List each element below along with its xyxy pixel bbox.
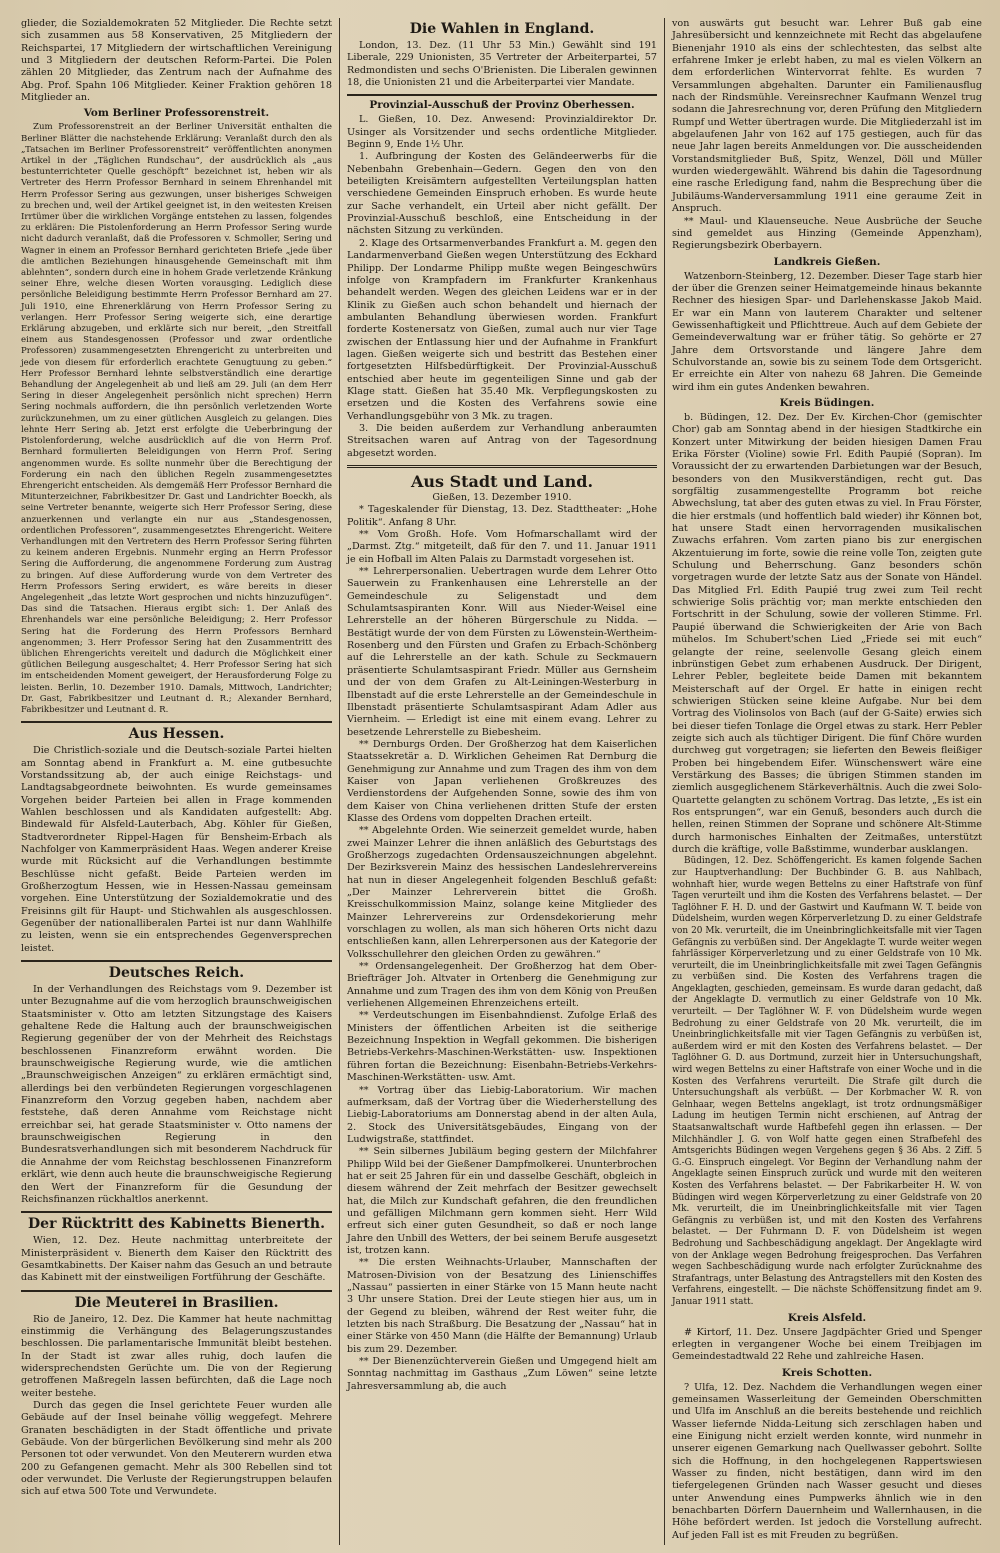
news-dernburgs-orden: ** Dernburgs Orden. Der Großherzog hat dem Kaiserlichen Staatssekretär a. D. Wirklichen Geheimen Rat Dernburg die Genehmigung zur Annahme und zum Tragen des ihm von dem Kaiser von Japan verliehenen Großkreuzes des Verdienstordens der Aufgehenden Sonne, sowie des ihm von dem Kaiser von China verliehenen dritten Stufe der ersten Klasse des Ordens vom doppelten Drachen erteilt. [347,738,657,824]
heading-kreis-schotten: Kreis Schotten. [781,1366,873,1379]
news-ordensangelegenheit: ** Ordensangelegenheit. Der Großherzog hat dem Ober-Briefträger Joh. Altvater in Ortenberg die Genehmigung zur Annahme und zum Tragen des ihm von dem König von Preußen verliehenen Allgemeinen Ehrenzeichens erteilt. [347,961,657,1010]
news-liebig-vortrag: ** Vortrag über das Liebig-Laboratorium. Wir machen aufmerksam, daß der Vortrag über die Wiederherstellung des Liebig-Laboratoriums am Donnerstag abend in der alten Aula, 2. Stock des Universitätsgebäudes, Eingang von der Ludwigstraße, stattfindet. [347,1084,657,1145]
column-middle [339,18,664,1545]
column-right [664,18,989,1545]
meuterei-brasilien-text-1: Rio de Janeiro, 12. Dez. Die Kammer hat heute nachmittag einstimmig die Verhängung des Belagerungszustandes beschlossen. Die parlamentarische Immunität bleibt bestehen. In der Stadt ist zwar alles ruhig, doch laufen die widersprechendsten Gerüchte um. Die von der Regierung getroffenen Maßregeln lassen befürchten, daß die Lage noch weiter bestehe. [21,1313,332,1399]
news-watzenborn: Watzenborn-Steinberg, 12. Dezember. Dieser Tage starb hier der über die Grenzen seiner Heimatgemeinde hinaus bekannte Rechner des hiesigen Spar- und Darlehenskasse Jakob Maid. Er war ein Mann von lauterem Charakter und seltener Gewissenhaftigkeit und Pflichttreue. Auch auf dem Gebiete der Gemeindeverwaltung war er früher tätig. So gehörte er 27 Jahre dem Ortsvorstande und längere Jahre dem Schulvorstande an, sowie bis zu seinem Tode dem Ortsgericht. Er erreichte ein Alter von nahezu 68 Jahren. Die Gemeinde wird ihm ein gutes Andenken bewahren. [672,270,982,393]
news-weihnachts-urlauber: ** Die ersten Weihnachts-Urlauber, Mannschaften der Matrosen-Division von der Besatzung des Linienschiffes „Nassau“ passierten in einer Stärke von 15 Mann heute nacht 3 Uhr unsere Station. Drei der Leute stiegen hier aus, um in der Gegend zu bleiben, während der Rest weiter fuhr, die letzten bis nach Straßburg. Die Besatzung der „Nassau“ hat in einer Stärke von 450 Mann (die Hälfte der Bemannung) Urlaub bis zum 29. Dezember. [347,1257,657,1355]
heading-stadt-und-land: Aus Stadt und Land. [410,472,594,491]
news-jubilaeum: ** Sein silbernes Jubiläum beging gestern der Milchfahrer Philipp Wild bei der Gießener Dampfmolkerei. Ununterbrochen hat er seit 25 Jahren für ein und dasselbe Geschäft, obgleich in diesem während der Zeit mehrfach der Besitzer gewechselt hat, die Milch zur Kundschaft gefahren, die den freundlichen und gefälligen Milchmann gern kommen sieht. Herr Wild erfreut sich einer guten Gesundheit, so daß er noch lange Jahre den Unbill des Wetters, der bei seinem Berufe ausgesetzt ist, trotzen kann. [347,1146,657,1256]
news-kirtorf: # Kirtorf, 11. Dez. Unsere Jagdpächter Gried und Spenger erlegten in vergangener Woche bei einem Treibjagen im Gemeindestadtwald 22 Rehe und zahlreiche Hasen. [672,1326,982,1363]
heading-meuterei-brasilien: Die Meuterei in Brasilien. [74,1294,279,1311]
kabinett-bienerth-text: Wien, 12. Dez. Heute nachmittag unterbreitete der Ministerpräsident v. Bienerth dem Kaiser den Rücktritt des Gesamtkabinetts. Der Kaiser nahm das Gesuch an und betraute das Kabinett mit der einstweiligen Fortführung der Geschäfte. [21,1235,332,1284]
heading-aus-hessen: Aus Hessen. [128,726,225,743]
heading-wahlen-england: Die Wahlen in England. [409,21,595,37]
heading-landkreis-giessen: Landkreis Gießen. [773,255,881,268]
deutsches-reich-text: In der Verhandlungen des Reichstags vom 9. Dezember ist unter Bezugnahme auf die vom herzoglich braunschweigischen Staatsminister v. Otto am letzten Sitzungstage des Kaisers gehaltene Rede die Haltung auch der braunschweigischen Regierung gegenüber der von der Mehrheit des Reichstags beschlossenen Finanzreform erwähnt worden. Die braunschweigische Regierung wurde, wie die amtlichen „Braunschweigischen Anzeigen“ zu erklären ermächtigt sind, allerdings bei den verbündeten Regierungen vorgeschlagenen Finanzreform den Vorzug gegeben haben, nachdem aber feststehe, daß deren Annahme vom Reichstage nicht erreichbar sei, hat gerade Staatsminister v. Otto namens der braunschweigischen Regierung in den Bundesratsverhandlungen sich mit besonderem Nachdruck für die Annahme der vom Reichstag beschlossenen Finanzreform erklärt, wie denn auch heute die braunschweigische Regierung den Wert der Finanzreform für die Gesundung der Reichsfinanzen rückhaltlos anerkennt. [21,984,332,1205]
section-divider [21,721,332,723]
bienenzuechter-cont: von auswärts gut besucht war. Lehrer Buß gab eine Jahresübersicht und kennzeichnete mit Recht das abgelaufene Bienenjahr 1910 als eins der schlechtesten, das selbst alte erfahrene Imker je erlebt haben, zu mal es vielen Völkern an dem erforderlichen Wintervorrat fehlte. Es wurden 7 Versammlungen abgehalten. Darunter ein Familienausflug nach der Rindsmühle. Vereinsrechner Kaufmann Wenzel trug sodann die Jahresrechnung vor, deren Prüfung den Mitgliedern Rumpf und Wetter übertragen wurde. Die Mitgliederzahl ist im abgelaufenen Jahr von 162 auf 175 gestiegen, auch für das neue Jahr lagen bereits Anmeldungen vor. Die ausscheidenden Vorstandsmitglieder Buß, Spitz, Wenzel, Döll und Müller wurden wiedergewählt. Während bis dahin die Tagesordnung eine rasche Erledigung fand, nahm die Besprechung über die Jubiläums-Wanderversammlung 1911 eine geraume Zeit in Anspruch. [672,18,982,215]
news-lehrerpersonalien: ** Lehrerpersonalien. Uebertragen wurde dem Lehrer Otto Sauerwein zu Frankenhausen eine Lehrerstelle an der Gemeindeschule zu Seligenstadt und dem Schulamtsaspiranten Konr. Will aus Nieder-Weisel eine Lehrerstelle an der höheren Bürgerschule zu Nidda. — Bestätigt wurde der von dem Fürsten zu Löwenstein-Wertheim-Rosenberg und den Fürsten und Grafen zu Erbach-Schönberg auf die Lehrerstelle an der kath. Schule zu Seckmauern präsentierte Schulamtsaspirant Friedr. Müller aus Gernsheim und der von dem Grafen zu Alt-Leiningen-Westerburg in Ilbenstadt auf die erste Lehrerstelle an der Gemeindeschule in Ilbenstadt präsentierte Schulamtsaspirant Adam Adler aus Viernheim. — Erledigt ist eine mit einem evang. Lehrer zu besetzende Lehrerstelle zu Biebesheim. [347,566,657,738]
section-divider [21,1290,332,1292]
news-maul-klauenseuche: ** Maul- und Klauenseuche. Neue Ausbrüche der Seuche sind gemeldet aus Hinzing (Gemeinde Appenzham), Regierungsbezirk Oberbayern. [672,215,982,252]
news-abgelehnte-orden: ** Abgelehnte Orden. Wie seinerzeit gemeldet wurde, haben zwei Mainzer Lehrer die ihnen anläßlich des Geburtstags des Großherzogs zugedachten Ordensauszeichnungen abgelehnt. Der Bezirksverein Mainz des hessischen Landeslehrervereins hat nun in dieser Angelegenheit folgenden Beschluß gefaßt: „Der Mainzer Lehrerverein bittet die Großh. Kreisschulkommission Mainz, solange keine Mitglieder des Mainzer Lehrervereins zur Ordensdekorierung mehr vorschlagen zu wollen, als man sich höheren Orts nicht dazu entschließen kann, allen Lehrerpersonen aus der Kategorie der Volksschullehrer den gleichen Orden zu gewähren.“ [347,825,657,960]
news-bienenzuechter: ** Der Bienenzüchterverein Gießen und Umgegend hielt am Sonntag nachmittag im Gasthaus „Zum Löwen“ seine letzte Jahresversammlung ab, die auch [347,1356,657,1392]
aus-hessen-text: Die Christlich-soziale und die Deutsch-soziale Partei hielten am Sonntag abend in Frankfurt a. M. eine gutbesuchte Vorstandssitzung ab, der auch einige Reichstags- und Landtagsabgeordnete beiwohnten. Es wurde gemeinsames Vorgehen beider Parteien bei allen in Frage kommenden Wahlen beschlossen und als Kandidaten aufgestellt: Abg. Bindewald für Alsfeld-Lauterbach, Abg. Köhler für Gießen, Stadtverordneter Rippel-Hagen für Bensheim-Erbach als Nachfolger von Kammerpräsident Haas. Wegen anderer Kreise wurde mit Rücksicht auf die Verhandlungen bestimmte Beschlüsse nicht gefaßt. Beide Parteien werden im Großherzogtum Hessen, wie in Hessen-Nassau gemeinsam vorgehen. Eine Unterstützung der Sozialdemokratie und des Freisinns gilt für Haupt- und Stichwahlen als ausgeschlossen. Gegenüber der nationalliberalen Partei ist nur dann Wahlhilfe zu leisten, wenn sie ein entsprechendes Gegenversprechen leistet. [21,745,332,954]
column-left [14,18,339,1545]
news-ulfa: ? Ulfa, 12. Dez. Nachdem die Verhandlungen wegen einer gemeinsamen Wasserleitung der Gemeinden Oberschmitten und Ulfa im Anschluß an die bereits bestehende und reichlich Wasser liefernde Nidda-Leitung sich zerschlagen haben und eine Einigung nicht erzielt werden konnte, wird nunmehr in unserer eigenen Gemarkung nach Quellwasser gebohrt. Sollte sich die Hoffnung, in den hochgelegenen Rappertswiesen Wasser zu finden, nicht bestätigen, dann wird im den tiefergelegenen Gründen nach Wasser gesucht und dieses unter Anwendung eines Pumpwerks ähnlich wie in den benachbarten Dörfern Dauernheim und Wallernhausen, in die Höhe befördert werden. Ist jedoch die Vorstellung aufrecht. Auf jeden Fall ist es mit Freuden zu begrüßen. [672,1381,982,1541]
heading-kabinett-bienerth: Der Rücktritt des Kabinetts Bienerth. [28,1216,325,1233]
section-divider [21,1211,332,1213]
provinzial-text-3: 2. Klage des Ortsarmenverbandes Frankfurt a. M. gegen den Landarmenverband Gießen wegen Unterstützung des Eckhard Philipp. Der Londarme Philipp mußte wegen Beingeschwürs infolge von Krampfadern im Frankfurter Krankenhaus behandelt werden. Wegen des gleichen Leidens war er in der Klinik zu Gießen auch schon behandelt und hiernach der ambulanten Behandlung überwiesen worden. Frankfurt forderte Kostenersatz von Gießen, zumal auch nur vier Tage zwischen der Entlassung hier und der Aufnahme in Frankfurt lagen. Gießen weigerte sich und bestritt das Bestehen einer fortgesetzten Hilfsbedürftigkeit. Der Provinzial-Ausschuß entschied aber heute im gegenteiligen Sinne und gab der Klage statt. Gießen hat 35.40 Mk. Verpflegungskosten zu ersetzen und die Kosten des Verfahrens sowie eine Verhandlungsgebühr von 3 Mk. zu tragen. [347,237,657,422]
provinzial-text-4: 3. Die beiden außerdem zur Verhandlung anberaumten Streitsachen waren auf Antrag von der Tagesordnung abgesetzt worden. [347,422,657,459]
heading-deutsches-reich: Deutsches Reich. [108,965,245,982]
section-divider [347,465,657,468]
dateline: Gießen, 13. Dezember 1910. [432,492,572,503]
news-buedingen-schoeffengericht: Büdingen, 12. Dez. Schöffengericht. Es kamen folgende Sachen zur Hauptverhandlung: Der Buchbinder G. B. aus Nahlbach, wohnhaft hier, wurde wegen Bettelns zu einer Haftstrafe von fünf Tagen verurteilt und ihm die Kosten des Verfahrens belastet. — Der Taglöhner F. H. D. und der Gastwirt und Kaufmann W. T. beide von Düdelsheim, wurden wegen Körperverletzung D. zu einer Geldstrafe von 20 Mk. verurteilt, die im Uneinbringlichkeitsfalle mit vier Tagen Gefängnis zu verbüßen sind. Der Angeklagte T. wurde weiter wegen fahrlässiger Körperverletzung und zu einer Geldstrafe von 10 Mk. verurteilt, die im Uneinbringlichkeitsfalle mit zwei Tagen Gefängnis zu verbüßen sind. Die Kosten des Verfahrens tragen die Angeklagten, geschieden, gemeinsam. Es wurde daran gedacht, daß der Angeklagte D. vermutlich zu einer Geldstrafe von 10 Mk. verurteilt. — Der Taglöhner W. F. von Düdelsheim wurde wegen Bedrohung zu einer Geldstrafe von 20 Mk. verurteilt, die im Uneinbringlichkeitsfalle mit vier Tagen Gefängnis zu verbüßen ist, außerdem wird er mit den Kosten des Verfahrens belastet. — Der Taglöhner G. D. aus Dortmund, zurzeit hier in Untersuchungshaft, wird wegen Bettelns zu einer Haftstrafe von einer Woche und in die Kosten des Verfahrens verurteilt. Die Strafe gilt durch die Untersuchungshaft als verbüßt. — Der Korbmacher W. R. von Gelnhaar, wegen Bettelns angeklagt, ist trotz ordnungsmäßiger Ladung im heutigen Termin nicht erschienen, auf Antrag der Staatsanwaltschaft wurde Haftbefehl gegen ihn erlassen. — Der Milchhändler J. G. von Wolf hatte gegen einen Strafbefehl des Amtsgerichts Büdingen wegen Vergehens gegen § 36 Abs. 2 Ziff. 5 G.-G. Einspruch eingelegt. Vor Beginn der Verhandlung nahm der Angeklagte seinen Einspruch zurück und wurde mit den weiteren Kosten des Verfahrens belastet. — Der Fabrikarbeiter H. W. von Büdingen wird wegen Körperverletzung zu einer Geldstrafe von 20 Mk. verurteilt, die im Uneinbringlichkeitsfalle mit vier Tagen Gefängnis zu verbüßen ist, und mit den Kosten des Verfahrens belastet. — Der Fuhrmann D. F. von Düdelsheim ist wegen Bedrohung und Sachbeschädigung angeklagt. Der Angeklagte wird von der Anklage wegen Bedrohung freigesprochen. Das Verfahren wegen Sachbeschädigung wurde nach erfolgter Zurücknahme des Strafantrags, unter Belastung des Antragstellers mit den Kosten des Verfahrens, eingestellt. — Die nächste Schöffensitzung findet am 9. Januar 1911 statt. [672,856,982,1307]
heading-kreis-alsfeld: Kreis Alsfeld. [787,1311,867,1324]
wahlen-england-text: London, 13. Dez. (11 Uhr 53 Min.) Gewählt sind 191 Liberale, 229 Unionisten, 35 Vertreter der Arbeiterpartei, 57 Redmondisten und sechs O'Brienisten. Die Liberalen gewinnen 18, die Unionisten 21 und die Arbeiterpartei vier Mandate. [347,40,657,89]
news-buedingen-konzert: b. Büdingen, 12. Dez. Der Ev. Kirchen-Chor (gemischter Chor) gab am Sonntag abend in der hiesigen Stadtkirche ein Konzert unter Mitwirkung der beiden hiesigen Damen Frau Erika Förster (Violine) sowie Frl. Edith Paupié (Sopran). Im Voraussicht der zu erwartenden Darbietungen war der Besuch, besonders von den Musikverständigen, recht gut. Das sorgfältig zusammengestellte Programm bot reiche Abwechslung, tat aber des guten etwas zu viel. In Frau Förster, die hier erstmals (und hoffentlich bald wieder) ihr Können bot, hat unsere Stadt einen hervorragenden musikalischen Zuwachs erfahren. Vom zarten piano bis zur energischen Akzentuierung im forte, sowie die reine volle Ton, zeigten gute Schulung und Beherrschung. Ganz besonders schön vorgetragen wurde der letzte Satz aus der Sonate von Händel. Das Mitglied Frl. Edith Paupié trug zwei zum Teil recht schwierige Solis prächtig vor; man merkte entschieden den Fortschritt in der Schulung, sowie der volleren Stimme. Frl. Paupié überwand die Schwierigkeiten der Arie von Bach mühelos. Im Schubert'schen Lied „Friede sei mit euch“ gelangte der reine, seelenvolle Gesang gleich einem inbrünstigen Gebet zum erhabenen Ausdruck. Der Dirigent, Lehrer Pebler, begleitete beide Damen mit bekanntem Meisterschaft auf der Orgel. Er hatte in einigen recht schwierigen Stücken seine kleine Aufgabe. Nur bei dem Vortrag des Violinsolos von Bach (auf der G-Saite) erwies sich bei dieser tiefen Tonlage die Orgel etwas zu stark. Herr Pebler zeigte sich auch als tüchtiger Dirigent. Die fünf Chöre wurden durchweg gut vorgetragen; sie lieferten den Beweis fleißiger Proben bei hingebendem Eifer. Wünschenswert wäre eine Verstärkung des Basses; die übrigen Stimmen standen im ziemlich ausgeglichenem Stärkeverhältnis. Auch die zwei Solo-Quartette gelangten zu schönem Vortrag. Das letzte, „Es ist ein Ros entsprungen“, war ein Genuß, besonders auch durch die hellen, reinen Stimmen der Soprane und schönere Alt-Stimme durch harmonisches Einhalten der Zeitmaßes, unterstützt durch die kräftige, volle Baßstimme, wunderbar ausklangen. [672,411,982,855]
section-divider [21,960,332,962]
provinzial-text-1: L. Gießen, 10. Dez. Anwesend: Provinzialdirektor Dr. Usinger als Vorsitzender und sechs ordentliche Mitglieder. Beginn 9, Ende 1½ Uhr. [347,114,657,151]
tageskalender: * Tageskalender für Dienstag, 13. Dez. Stadttheater: „Hohe Politik“. Anfang 8 Uhr. [347,504,657,528]
news-hof: ** Vom Großh. Hofe. Vom Hofmarschallamt wird der „Darmst. Ztg.“ mitgeteilt, daß für den 7. und 11. Januar 1911 je ein Hofball im Alten Palais zu Darmstadt vorgesehen ist. [347,529,657,565]
professorenstreit-text: Zum Professorenstreit an der Berliner Universität enthalten die Berliner Blätter die nachstehende Erklärung: Veranlaßt durch den als „Tatsachen im Berliner Professorenstreit“ veröffentlichten anonymen Artikel in der „Täglichen Rundschau“, der ausdrücklich als „aus bestunterrichteter Quelle geschöpft“ bezeichnet ist, heben wir als Vertreter des Herrn Professor Bernhard in seinem Ehrenhandel mit Herrn Professor Sering aus gezwungen, unser bisheriges Schweigen zu brechen und, weil der Artikel geeignet ist, in den weitesten Kreisen Irrtümer über die wirklichen Vorgänge entstehen zu lassen, folgendes zu erklären: Die Pistolenforderung an Herrn Professor Sering wurde nicht dadurch veranlaßt, daß die Professoren v. Schmoller, Sering und Wagner in einem an Professor Bernhard gerichteten Briefe „jede über die amtlichen Beziehungen hinausgehende Gemeinschaft mit ihm ablehnten“, sondern durch eine in hohem Grade verletzende Kränkung seiner Ehre, welche diesen Worten vorausging. Lediglich diese persönliche Beleidigung bestimmte Herrn Professor Bernhard am 27. Juli 1910, eine Ehrenerklärung von Herrn Professor Sering zu verlangen. Herr Professor Sering weigerte sich, eine derartige Erklärung abzugeben, und erklärte sich nur bereit, „den Streitfall einem aus Standesgenossen (Professor und zwar ordentliche Professoren) zusammengesetzten Ehrengericht zu unterbreiten und jede von diesem für erforderlich erachtete Genugtuung zu geben.“ Herr Professor Bernhard lehnte selbstverständlich eine derartige Behandlung der Angelegenheit ab und ließ am 29. Juli (an dem Herr Sering in dieser Angelegenheit persönlich nicht sprechen) Herrn Sering nochmals auffordern, die ihn persönlich verletzenden Worte zurückzunehmen, um zu einer gütlichen Ausgleich zu gelangen. Dies lehnte Herr Sering ab. Jetzt erst erfolgte die Ueberbringung der Pistolenforderung, welche ausdrücklich auf die von Herrn Prof. Bernhard formulierten Beleidigungen von Herrn Prof. Sering angenommen wurde. Es sollte nunmehr über die Berechtigung der Forderung ein nach den üblichen Regeln zusammengesetztes Ehrengericht entscheiden. Als demgemäß Herr Professor Bernhard die Mitunterzeichner, Fabrikbesitzer Dr. Gast und Landrichter Boeckh, als seine Vertreter benannte, weigerte sich Herr Professor Sering, diese anzuerkennen und verlangte ein nur aus „Standesgenossen, ordentlichen Professoren“, zusammengesetztes Ehrengericht. Weitere Verhandlungen mit den Vertretern des Herrn Professor Sering führten zu keinem anderen Ergebnis. Nunmehr erging an Herrn Professor Sering die Aufforderung, die angenommene Forderung zum Austrag zu bringen. Auf diese Aufforderung wurde von dem Vertreter des Herrn Professors Sering erwidert, es wäre bereits in dieser Angelegenheit „das letzte Wort gesprochen und nichts hinzuzufügen“. Das sind die Tatsachen. Hieraus ergibt sich: 1. Der Anlaß des Ehrenhandels war eine persönliche Beleidigung; 2. Herr Professor Sering hat die Forderung des Herrn Professors Bernhard angenommen; 3. Herr Professor Sering hat den Zusammentritt des üblichen Ehrengerichts vereitelt und dadurch die Möglichkeit einer gütlichen Beilegung ausgeschaltet; 4. Herr Professor Sering hat sich im entscheidenden Moment geweigert, der Herausforderung Folge zu leisten. Berlin, 10. Dezember 1910. Damals, Mittwoch, Landrichter; Dr. Gast, Fabrikbesitzer und Leutnant d. R.; Alexander Bernhard, Fabrikbesitzer und Leutnant d. R. [21,122,332,715]
heading-kreis-buedingen: Kreis Büdingen. [779,396,875,409]
section-divider [347,94,657,96]
heading-provinzial-ausschuss: Provinzial-Ausschuß der Provinz Oberhessen. [369,99,635,112]
meuterei-brasilien-text-2: Durch das gegen die Insel gerichtete Feuer wurden alle Gebäude auf der Insel beinahe völlig weggefegt. Mehrere Granaten beschädigten in der Stadt öffentliche und private Gebäude. Von der bürgerlichen Bevölkerung sind mehr als 200 Personen tot oder verwundet. Von den Meuterern wurden etwa 200 zu Gefangenen gemacht. Mehr als 300 Rebellen sind tot oder verwundet. Die Verluste der Regierungstruppen belaufen sich auf etwa 500 Tote und Verwundete. [21,1399,332,1498]
reichstag-fraktionen-text: glieder, die Sozialdemokraten 52 Mitglieder. Die Rechte setzt sich zusammen aus 58 Konservativen, 25 Mitgliedern der Reichspartei, 17 Mitgliedern der wirtschaftlichen Vereinigung und 3 Mitgliedern der deutschen Reform-Partei. Die Polen zählen 20 Mitglieder, das Zentrum nach der Aufnahme des Abg. Prof. Spahn 106 Mitglieder. Keiner Fraktion gehören 18 Mitglieder an. [21,18,332,104]
provinzial-text-2: 1. Aufbringung der Kosten des Geländeerwerbs für die Nebenbahn Grebenhain—Gedern. Gegen den von den beteiligten Kreisämtern aufgestellten Verteilungsplan hatten verschiedene Gemeinden Einspruch erhoben. Es wurde heute zur Sache verhandelt, ein Urteil aber nicht gefällt. Der Provinzial-Ausschuß beschloß, eine Entscheidung in der nächsten Sitzung zu verkünden. [347,151,657,237]
news-eisenbahndienst: ** Verdeutschungen im Eisenbahndienst. Zufolge Erlaß des Ministers der öffentlichen Arbeiten ist die seitherige Bezeichnung Inspektion in Wegfall gekommen. Die bisherigen Betriebs-Verkehrs-Maschinen-Werkstätten- usw. Inspektionen führen fortan die Bezeichnung: Eisenbahn-Betriebs-Verkehrs-Maschinen-Werkstätten- usw. Amt. [347,1010,657,1084]
heading-professorenstreit: Vom Berliner Professorenstreit. [83,107,270,120]
